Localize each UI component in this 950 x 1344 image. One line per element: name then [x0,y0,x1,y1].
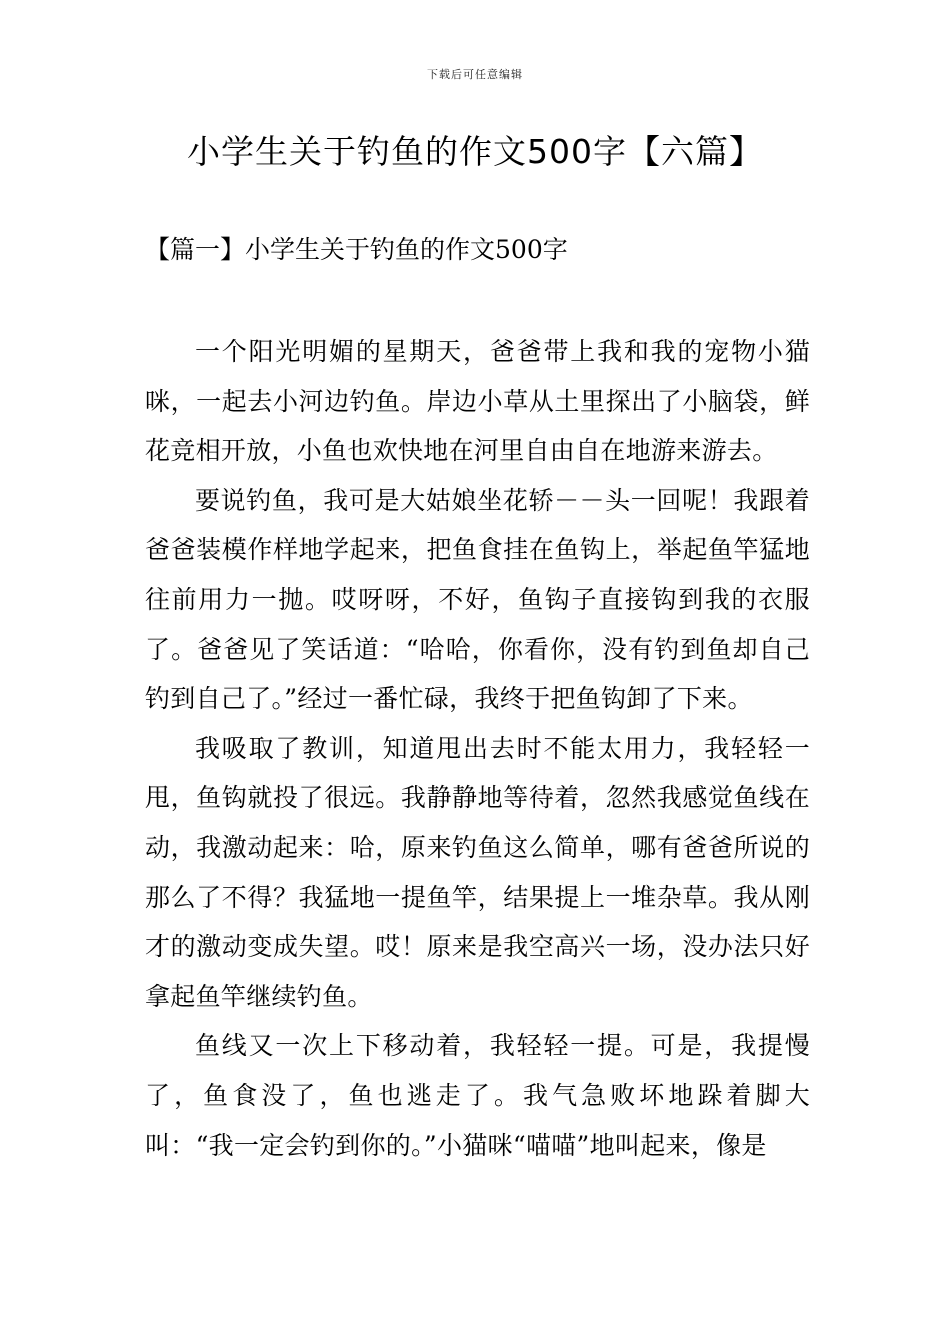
paragraph: 鱼线又一次上下移动着，我轻轻一提。可是，我提慢了，鱼食没了，鱼也逃走了。我气急败坏地跺着脚大叫：“我一定会钓到你的。”小猫咪“喵喵”地叫起来，像是 [145,1031,810,1160]
paragraph: 我吸取了教训，知道甩出去时不能太用力，我轻轻一甩，鱼钩就投了很远。我静静地等待着，忽然我感觉鱼线在动，我激动起来：哈，原来钓鱼这么简单，哪有爸爸所说的那么了不得？我猛地一提鱼竿，结果提上一堆杂草。我从刚才的激动变成失望。哎！原来是我空高兴一场，没办法只好拿起鱼竿继续钓鱼。 [145,733,810,1011]
essay-body [145,327,810,1170]
paragraph: 要说钓鱼，我可是大姑娘坐花轿－－头一回呢！我跟着爸爸装模作样地学起来，把鱼食挂在鱼钩上，举起鱼竿猛地往前用力一抛。哎呀呀，不好，鱼钩子直接钩到我的衣服了。爸爸见了笑话道：“哈哈，你看你，没有钓到鱼却自己钓到自己了。”经过一番忙碌，我终于把鱼钩卸了下来。 [145,485,810,714]
header-note: 下载后可任意编辑 [427,68,523,81]
section-heading: 【篇一】小学生关于钓鱼的作文500字 [145,235,568,264]
paragraph: 一个阳光明媚的星期天，爸爸带上我和我的宠物小猫咪，一起去小河边钓鱼。岸边小草从土里探出了小脑袋，鲜花竞相开放，小鱼也欢快地在河里自由自在地游来游去。 [145,337,810,466]
document-title: 小学生关于钓鱼的作文500字【六篇】 [187,132,763,171]
